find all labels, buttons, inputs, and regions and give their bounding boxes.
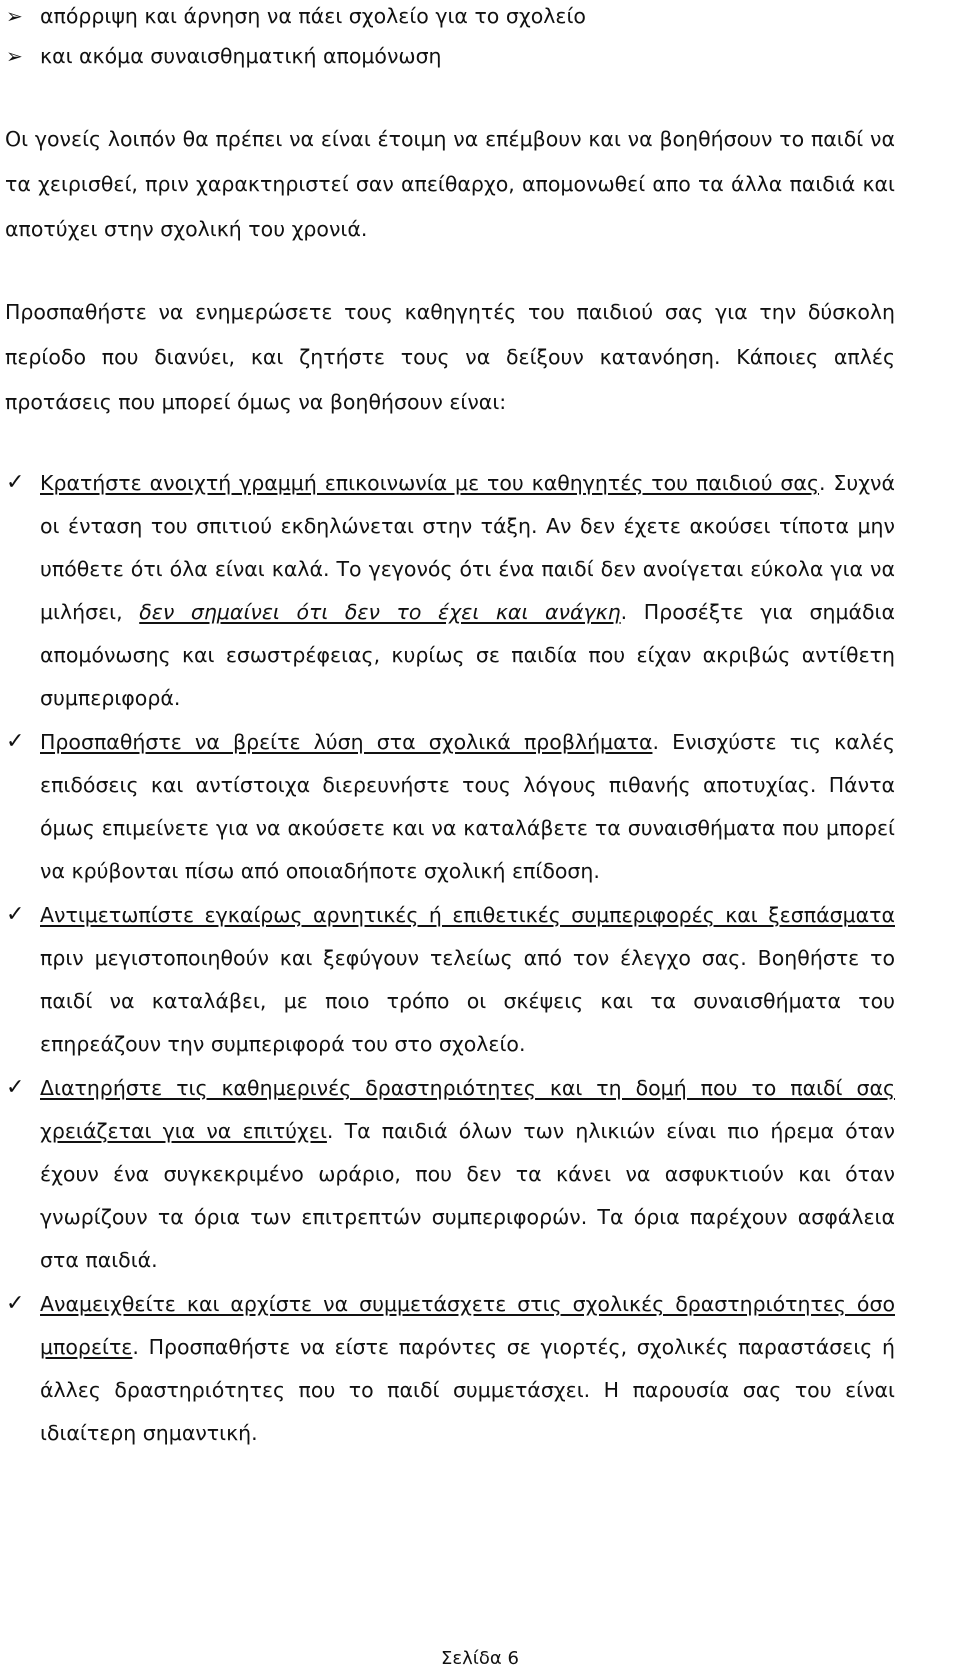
page-number: Σελίδα 6 <box>441 1648 519 1669</box>
tip-line: υπόθετε ότι όλα είναι καλά. Το γεγονός ότι ένα παιδί δεν ανοίγεται εύκολα για να <box>40 557 895 581</box>
paragraph-line: Προσπαθήστε να ενημερώσετε τους καθηγητές του παιδιού σας για την δύσκολη <box>5 300 895 324</box>
tip-line: στα παιδιά. <box>40 1248 158 1272</box>
tip-heading: Διατηρήστε τις καθημερινές δραστηριότητες και τη δομή που το παιδί σας <box>40 1076 895 1100</box>
tip-line: οι ένταση του σπιτιού εκδηλώνεται στην τάξη. Αν δεν έχετε ακούσει τίποτα μην <box>40 514 895 538</box>
arrow-bullet-icon: ➢ <box>6 4 23 28</box>
checkmark-icon: ✓ <box>6 1075 25 1100</box>
paragraph-line: περίοδο που διανύει, και ζητήστε τους να δείξουν κατανόηση. Κάποιες απλές <box>5 345 895 369</box>
tip-heading: Προσπαθήστε να βρείτε λύση στα σχολικά προβλήματα <box>40 730 653 754</box>
paragraph-line: προτάσεις που μπορεί όμως να βοηθήσουν είναι: <box>5 390 507 414</box>
tip-text: . Ενισχύστε τις καλές <box>652 730 895 754</box>
tip-text: μιλήσει, <box>40 600 140 624</box>
tip-line <box>40 461 895 505</box>
checkmark-icon: ✓ <box>6 729 25 754</box>
tip-heading: Αναμειχθείτε και αρχίστε να συμμετάσχετε στις σχολικές δραστηριότητες όσο <box>40 1292 895 1316</box>
paragraph-line: αποτύχει στην σχολική του χρονιά. <box>5 217 368 241</box>
tip-heading: Κρατήστε ανοιχτή γραμμή επικοινωνία με του καθηγητές του παιδιού σας <box>40 471 819 495</box>
tip-text: . Προσπαθήστε να είστε παρόντες σε γιορτές, σχολικές παραστάσεις ή <box>132 1335 895 1359</box>
tip-line <box>40 590 895 634</box>
checkmark-icon: ✓ <box>6 1291 25 1316</box>
tip-line: να κρύβονται πίσω από οποιαδήποτε σχολική επίδοση. <box>40 859 600 883</box>
arrow-bullet-icon: ➢ <box>6 44 23 68</box>
tip-line: έχουν ένα συγκεκριμένο ωράριο, που δεν τα κάνει να ασφυκτιούν και όταν <box>40 1162 895 1186</box>
tip-line: γνωρίζουν τα όρια των επιτρεπτών συμπεριφορών. Τα όρια παρέχουν ασφάλεια <box>40 1205 895 1229</box>
tip-text: . Προσέξτε για σημάδια <box>620 600 895 624</box>
tip-line: επιδόσεις και αντίστοιχα διερευνήστε τους λόγους πιθανής αποτυχίας. Πάντα <box>40 773 895 797</box>
tip-heading: Αντιμετωπίστε εγκαίρως αρνητικές ή επιθετικές συμπεριφορές και ξεσπάσματα <box>40 903 895 927</box>
checkmark-icon: ✓ <box>6 902 25 927</box>
bullet-item: και ακόμα συναισθηματική απομόνωση <box>40 44 442 68</box>
checkmark-icon: ✓ <box>6 470 25 495</box>
tip-line: επηρεάζουν την συμπεριφορά του στο σχολείο. <box>40 1032 526 1056</box>
tip-text: . Τα παιδιά όλων των ηλικιών είναι πιο ήρεμα όταν <box>326 1119 895 1143</box>
paragraph-line: Οι γονείς λοιπόν θα πρέπει να είναι έτοιμη να επέμβουν και να βοηθήσουν το παιδί να <box>5 127 895 151</box>
tip-heading: χρειάζεται για να επιτύχει <box>40 1119 327 1143</box>
tip-line <box>40 1066 895 1110</box>
tip-line: απομόνωσης και εσωστρέφειας, κυρίως σε παιδία που είχαν ακριβώς αντίθετη <box>40 643 895 667</box>
bullet-item: απόρριψη και άρνηση να πάει σχολείο για το σχολείο <box>40 4 586 28</box>
tip-line: όμως επιμείνετε για να ακούσετε και να καταλάβετε τα συναισθήματα που μπορεί <box>40 816 895 840</box>
emphasis-text: δεν σημαίνει ότι δεν το έχει και ανάγκη <box>139 600 621 624</box>
tip-line: πριν μεγιστοποιηθούν και ξεφύγουν τελείως από τον έλεγχο σας. Βοηθήστε το <box>40 946 895 970</box>
tip-line: άλλες δραστηριότητες που το παιδί συμμετάσχει. Η παρουσία σας του είναι <box>40 1378 895 1402</box>
tip-line: ιδιαίτερη σημαντική. <box>40 1421 258 1445</box>
tip-line <box>40 1325 895 1369</box>
paragraph-line: τα χειρισθεί, πριν χαρακτηριστεί σαν απείθαρχο, απομονωθεί απο τα άλλα παιδιά και <box>5 172 895 196</box>
tip-line: συμπεριφορά. <box>40 686 181 710</box>
tip-line: παιδί να καταλάβει, με ποιο τρόπο οι σκέψεις και τα συναισθήματα του <box>40 989 895 1013</box>
tip-heading: μπορείτε <box>40 1335 133 1359</box>
tip-line <box>40 1109 895 1153</box>
tip-line <box>40 893 895 937</box>
tip-text: . Συχνά <box>818 471 896 495</box>
tip-line <box>40 1282 895 1326</box>
tip-line <box>40 720 895 764</box>
